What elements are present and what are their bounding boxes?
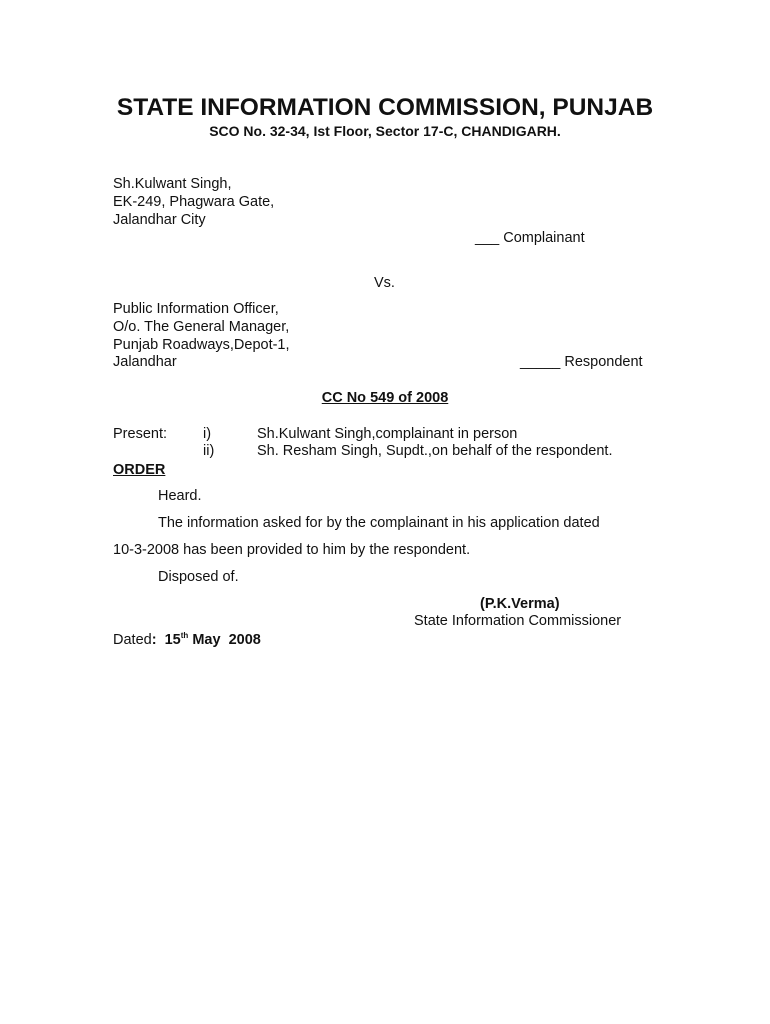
commission-address: SCO No. 32-34, Ist Floor, Sector 17-C, CHANDIGARH.: [209, 123, 561, 139]
case-number: CC No 549 of 2008: [321, 390, 449, 406]
date-day: 15: [164, 632, 181, 648]
present-item-text: Sh. Resham Singh, Supdt.,on behalf of the respondent.: [257, 443, 613, 459]
complainant-line: Sh.Kulwant Singh,: [113, 176, 232, 192]
order-paragraph: Disposed of.: [158, 569, 239, 585]
present-item-text: Sh.Kulwant Singh,complainant in person: [257, 426, 518, 442]
respondent-label: _____ Respondent: [520, 354, 643, 370]
respondent-line: Jalandhar: [113, 354, 177, 370]
order-heading: ORDER: [113, 462, 166, 478]
respondent-line: O/o. The General Manager,: [113, 319, 290, 335]
complainant-line: EK-249, Phagwara Gate,: [113, 194, 275, 210]
page-title: STATE INFORMATION COMMISSION, PUNJAB: [116, 94, 654, 121]
order-paragraph: The information asked for by the complainant in his application dated: [158, 515, 600, 531]
complainant-line: Jalandhar City: [113, 212, 206, 228]
order-paragraph: Heard.: [158, 488, 202, 504]
present-item-number: ii): [203, 443, 215, 459]
order-paragraph-continued: 10-3-2008 has been provided to him by the respondent.: [113, 542, 471, 558]
respondent-line: Public Information Officer,: [113, 301, 279, 317]
date-colon: :: [151, 632, 157, 648]
signatory-designation: State Information Commissioner: [414, 613, 622, 629]
date-line: [113, 631, 261, 649]
signatory-name: (P.K.Verma): [480, 596, 560, 612]
present-label: Present:: [113, 426, 167, 442]
complainant-label: ___ Complainant: [475, 230, 585, 246]
present-item-number: i): [203, 426, 212, 442]
date-label: Dated: [113, 632, 152, 648]
versus-text: Vs.: [374, 275, 395, 291]
date-ordinal-suffix: th: [180, 631, 189, 640]
date-month-year: May 2008: [188, 632, 261, 648]
respondent-line: Punjab Roadways,Depot-1,: [113, 337, 290, 353]
